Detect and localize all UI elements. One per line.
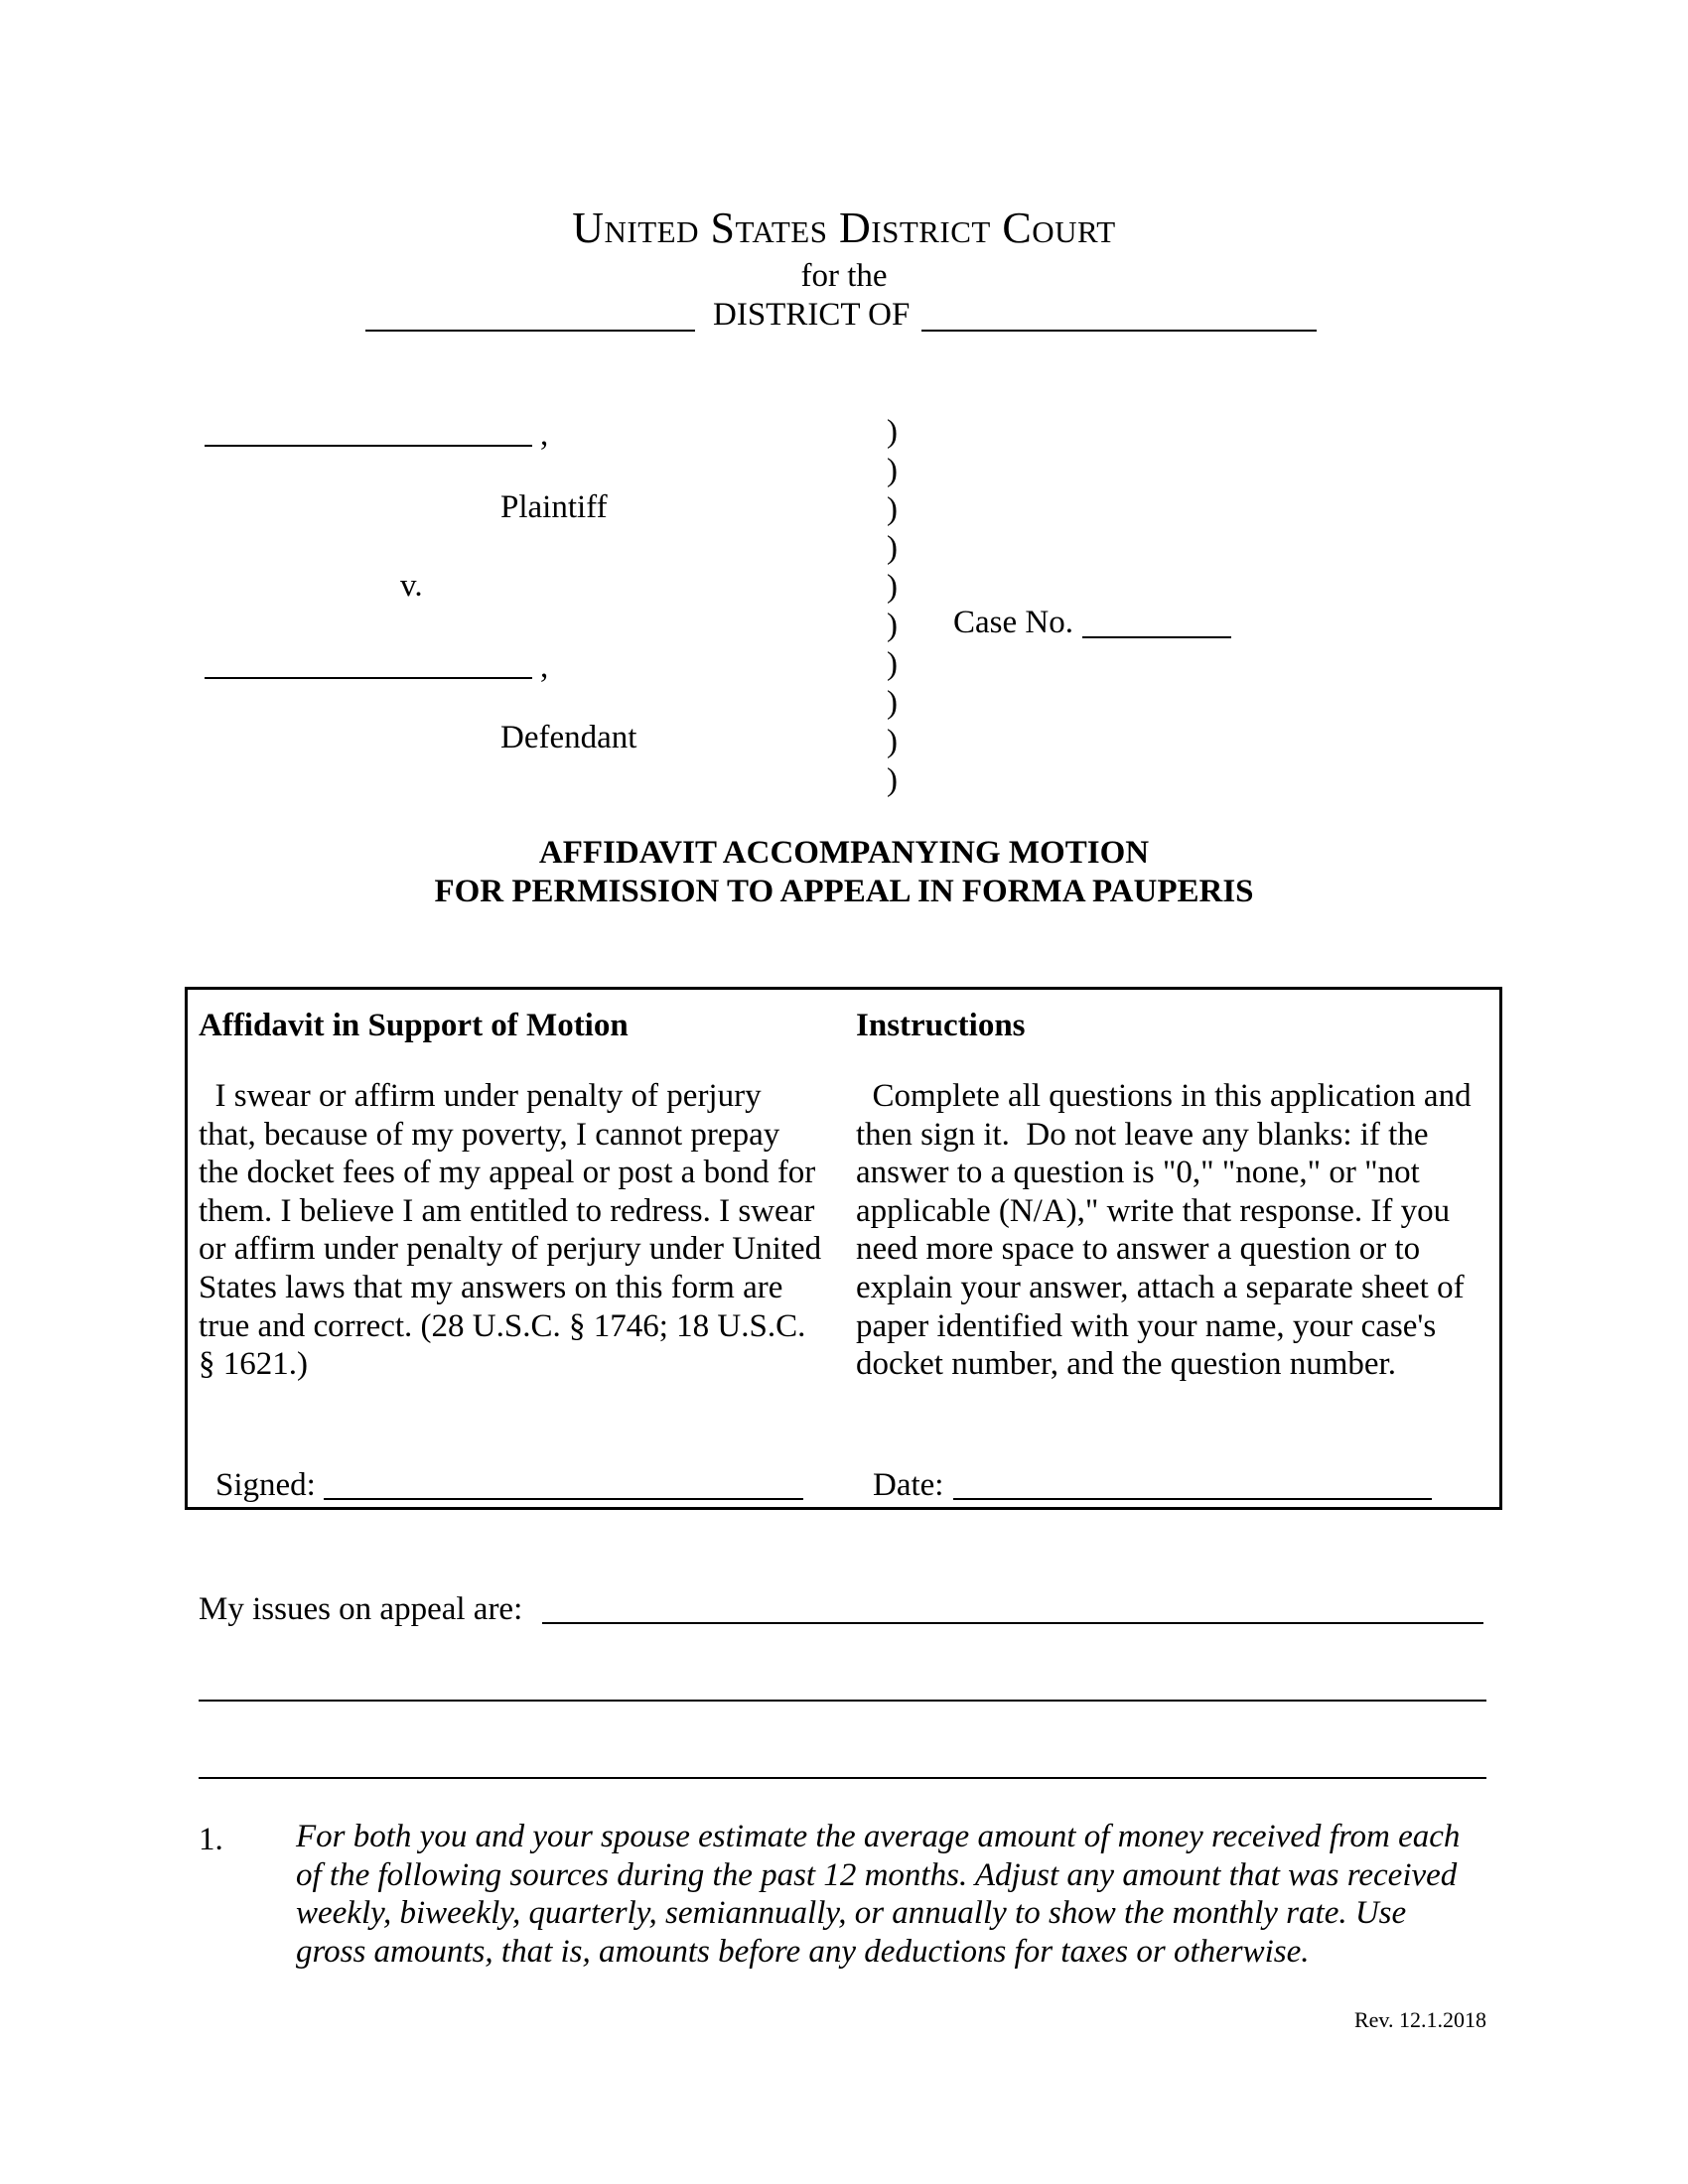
affidavit-line: the docket fees of my appeal or post a bond for — [199, 1155, 816, 1191]
question-line: gross amounts, that is, amounts before any deductions for taxes or otherwise. — [296, 1933, 1310, 1970]
district-prefix-field[interactable] — [365, 330, 695, 332]
paren: ) — [887, 569, 898, 605]
paren: ) — [887, 414, 898, 450]
affidavit-line: I swear or affirm under penalty of perjury — [199, 1078, 762, 1114]
issues-label: My issues on appeal are: — [199, 1591, 523, 1627]
instructions-heading: Instructions — [856, 1008, 1026, 1043]
affidavit-line: true and correct. (28 U.S.C. § 1746; 18 U.S.C. — [199, 1307, 806, 1344]
instructions-line: explain your answer, attach a separate sheet of — [856, 1269, 1465, 1305]
affidavit-line: or affirm under penalty of perjury under United — [199, 1231, 822, 1268]
question-1-text — [296, 1818, 1483, 1971]
defendant-label: Defendant — [500, 720, 637, 755]
instructions-line: answer to a question is "0," "none," or "not — [856, 1155, 1420, 1191]
plaintiff-name-field[interactable] — [205, 445, 532, 447]
plaintiff-label: Plaintiff — [500, 489, 608, 525]
instructions-line: applicable (N/A)," write that response. If you — [856, 1192, 1451, 1229]
signed-label: Signed: — [215, 1467, 316, 1503]
date-field[interactable] — [953, 1498, 1432, 1500]
question-line: of the following sources during the past 12 months. Adjust any amount that was received — [296, 1856, 1458, 1893]
issues-field-line1[interactable] — [542, 1622, 1483, 1624]
versus-label: v. — [400, 568, 423, 604]
affidavit-line: them. I believe I am entitled to redress. I swear — [199, 1192, 815, 1229]
district-of-label: DISTRICT OF — [713, 297, 911, 333]
question-line: For both you and your spouse estimate the average amount of money received from each — [296, 1819, 1461, 1854]
affidavit-line: § 1621.) — [199, 1346, 308, 1383]
for-the-text: for the — [800, 258, 888, 294]
signature-field[interactable] — [324, 1498, 803, 1500]
paren: ) — [887, 724, 898, 759]
instructions-line: paper identified with your name, your case's — [856, 1307, 1437, 1344]
instructions-line: docket number, and the question number. — [856, 1346, 1396, 1383]
instructions-line: then sign it. Do not leave any blanks: if the — [856, 1116, 1429, 1153]
defendant-comma: , — [540, 649, 549, 685]
paren: ) — [887, 646, 898, 682]
paren: ) — [887, 685, 898, 721]
paren: ) — [887, 491, 898, 527]
district-name-field[interactable] — [921, 330, 1317, 332]
date-label: Date: — [873, 1467, 944, 1503]
instructions-text — [856, 1077, 1483, 1384]
issues-field-line2[interactable] — [199, 1700, 1486, 1702]
revision-date: Rev. 12.1.2018 — [1353, 2007, 1486, 2032]
question-number: 1. — [199, 1822, 223, 1857]
defendant-name-field[interactable] — [205, 677, 532, 679]
case-number-label: Case No. — [953, 605, 1073, 640]
instructions-line: need more space to answer a question or to — [856, 1231, 1421, 1268]
paren: ) — [887, 608, 898, 643]
case-number-field[interactable] — [1082, 636, 1231, 638]
document-title-line1: AFFIDAVIT ACCOMPANYING MOTION — [538, 835, 1150, 871]
paren: ) — [887, 762, 898, 798]
question-line: weekly, biweekly, quarterly, semiannually, or annually to show the monthly rate. Use — [296, 1895, 1407, 1932]
paren: ) — [887, 453, 898, 488]
affidavit-line: States laws that my answers on this form are — [199, 1269, 783, 1305]
plaintiff-comma: , — [540, 417, 549, 453]
affidavit-line: that, because of my poverty, I cannot prepay — [199, 1116, 780, 1153]
affidavit-heading: Affidavit in Support of Motion — [199, 1008, 629, 1043]
instructions-line: Complete all questions in this application and — [856, 1078, 1472, 1114]
court-title: United States District Court — [572, 204, 1116, 252]
paren: ) — [887, 530, 898, 566]
affidavit-text — [199, 1077, 834, 1384]
issues-field-line3[interactable] — [199, 1777, 1486, 1779]
document-title-line2: FOR PERMISSION TO APPEAL IN FORMA PAUPERIS — [434, 874, 1254, 909]
